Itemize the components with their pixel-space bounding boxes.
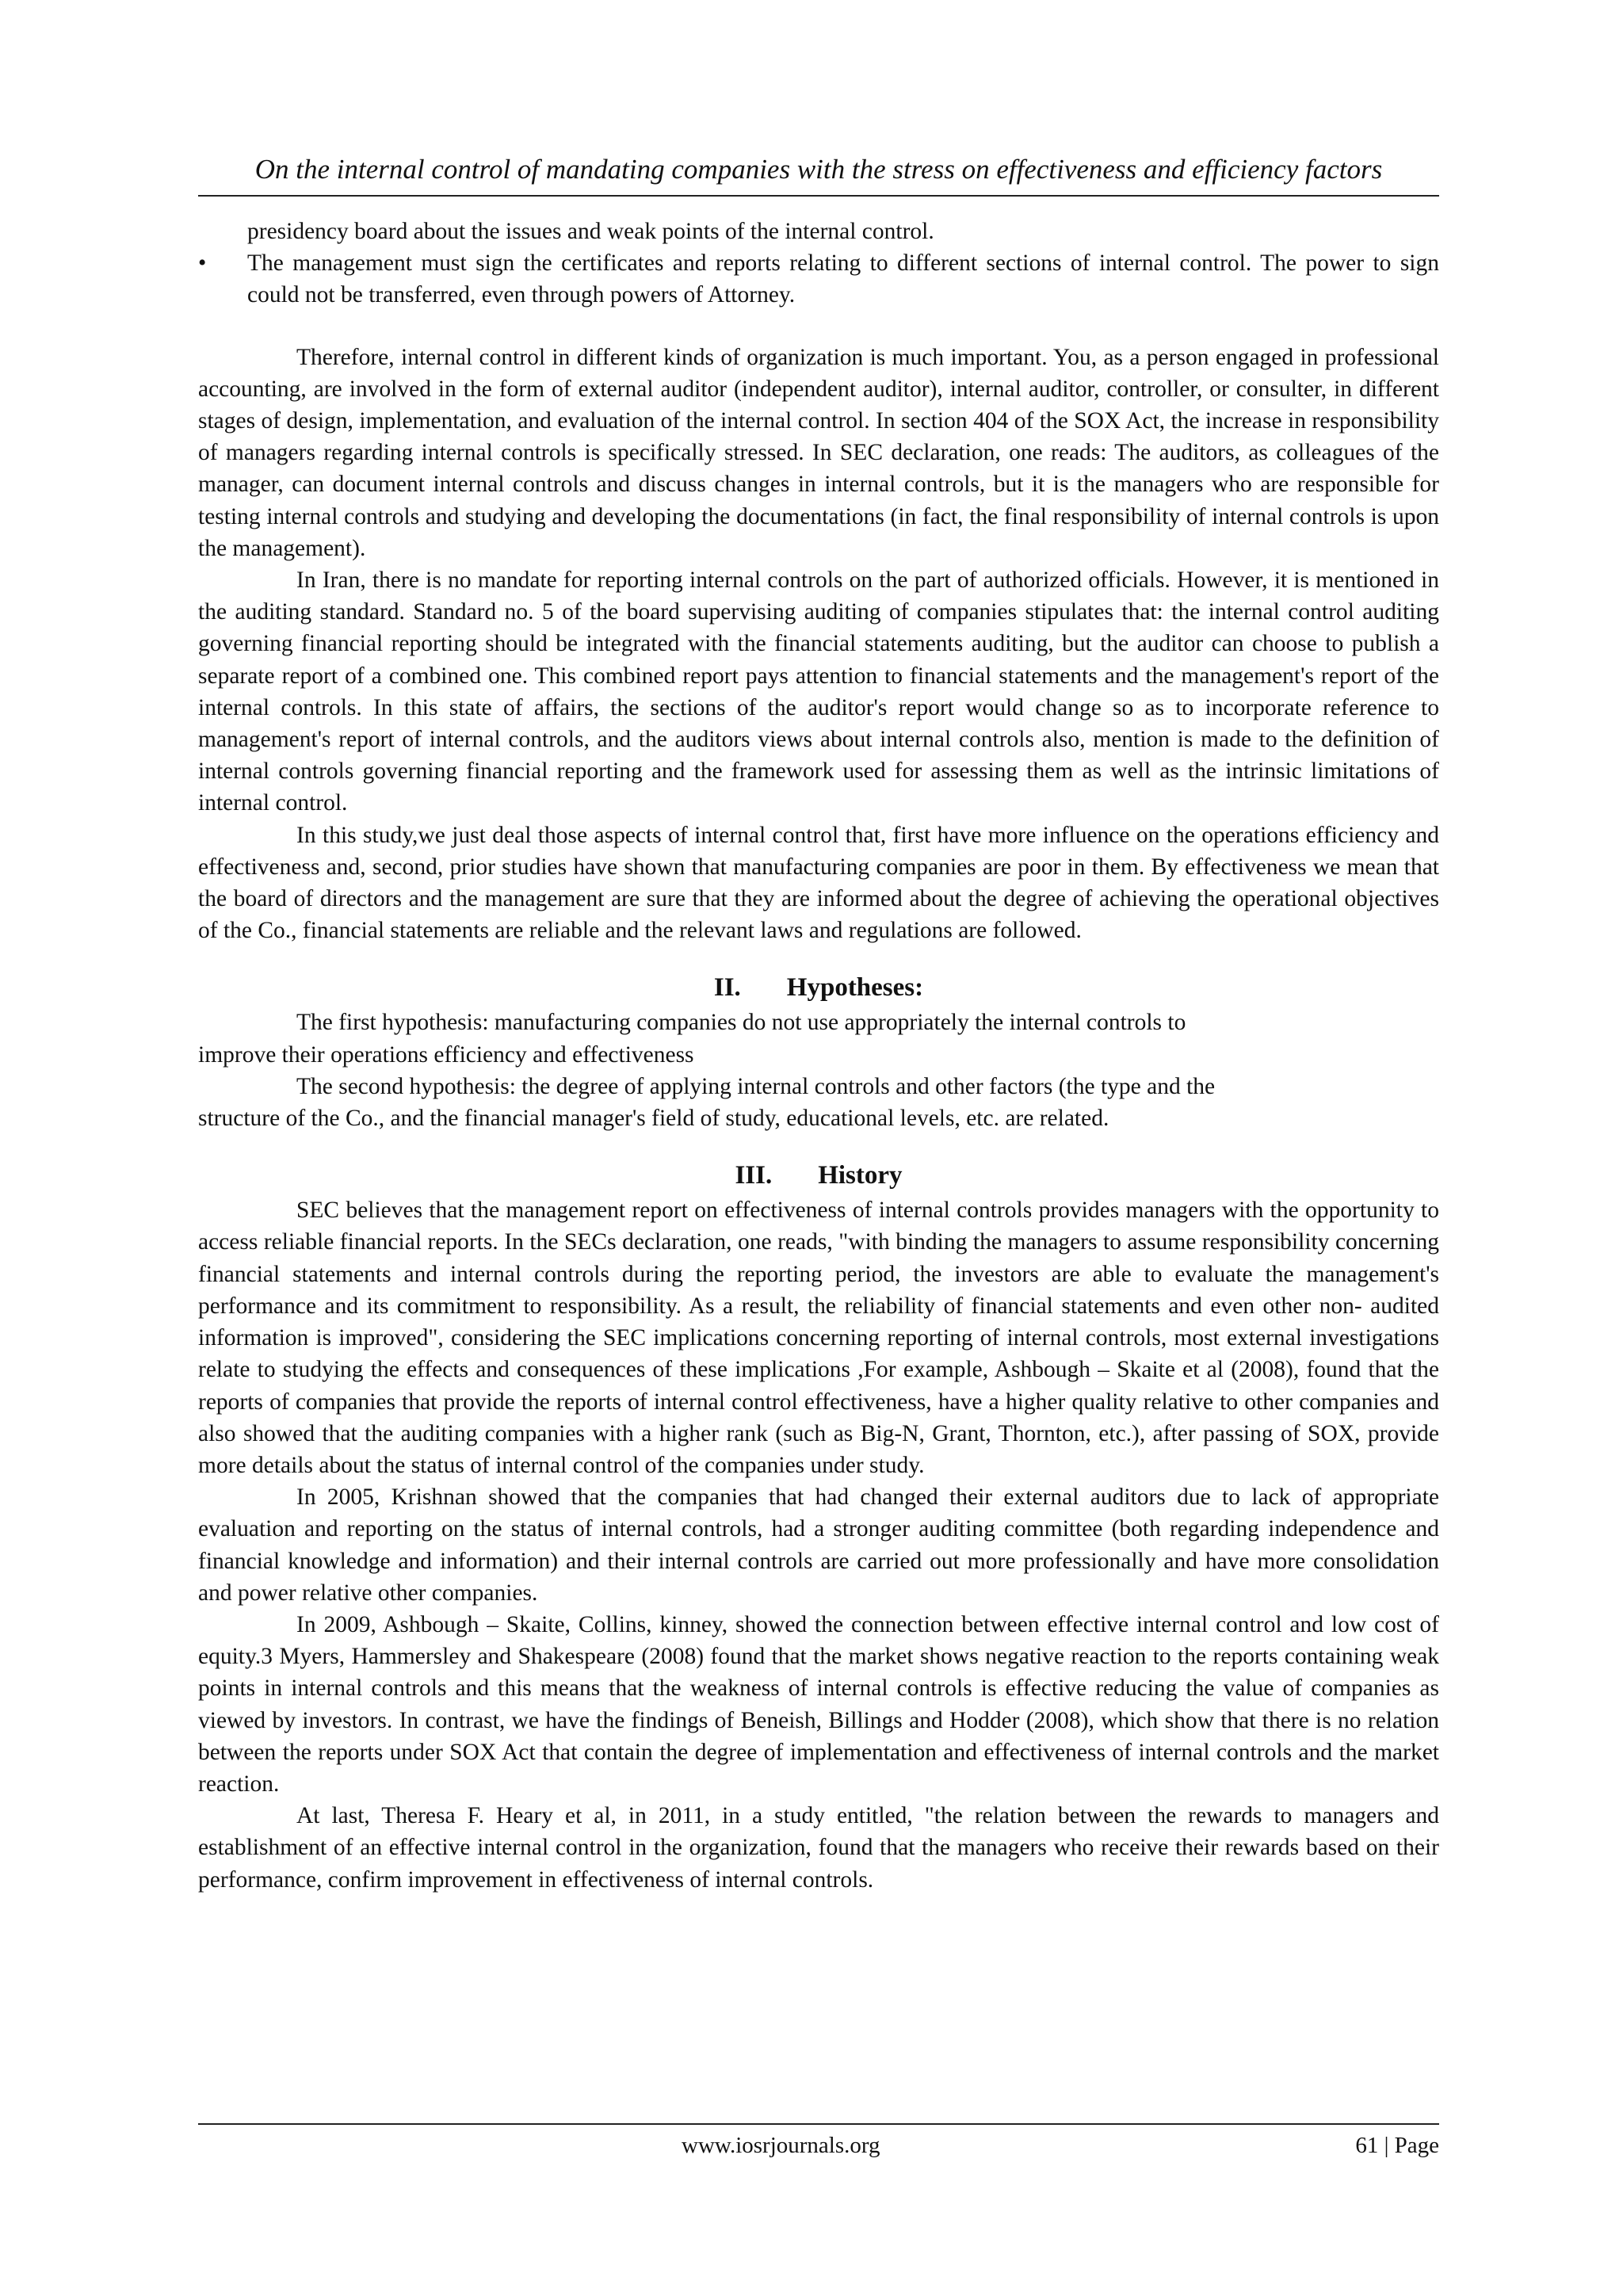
section-heading-history: [198, 1158, 1439, 1193]
paragraph: In this study,we just deal those aspects of internal control that, first have more influence on the operations efficiency and effectiveness and, second, prior studies have shown that manufacturing companies are poor in them. By effectiveness we mean that the board of directors and the management are sure that they are informed about the degree of achieving the operational objectives of the Co., financial statements are reliable and the relevant laws and regulations are followed.: [198, 822, 1439, 944]
section-heading-hypotheses: [198, 970, 1439, 1005]
bullet-continuation: presidency board about the issues and weak points of the internal control.: [247, 219, 934, 244]
paragraph: SEC believes that the management report on effectiveness of internal controls provides managers with the opportunity to access reliable financial reports. In the SECs declaration, one reads, "with binding the managers to assume responsibility concerning financial statements and internal controls during the reporting period, the investors are able to evaluate the management's performance and its commitment to responsibility. As a result, the reliability of financial statements and even other non- audited information is improved", considering the SEC implications concerning reporting of internal controls, most external investigations relate to studying the effects and consequences of these implications ,For example, Ashbough – Skaite et al (2008), found that the reports of companies that provide the reports of internal control effectiveness, have a higher quality relative to other companies and also showed that the auditing companies with a higher rank (such as Big-N, Grant, Thornton, etc.), after passing of SOX, provide more details about the status of internal control of the companies under study.: [198, 1198, 1439, 1478]
paragraph: In Iran, there is no mandate for reporting internal controls on the part of authorized officials. However, it is mentioned in the auditing standard. Standard no. 5 of the board supervising auditing of companies stipulates that: the internal control auditing governing financial reporting should be integrated with the financial statements auditing, but the auditor can choose to publish a separate report of a combined one. This combined report pays attention to financial statements and the management's report of the internal controls. In this state of affairs, the sections of the auditor's report would change so as to incorporate reference to management's report of internal controls, and the auditors views about internal controls also, mention is made to the definition of internal controls governing financial reporting and the framework used for assessing them as well as the intrinsic limitations of internal control.: [198, 567, 1439, 816]
running-header: On the internal control of mandating companies with the stress on effectiveness and efficiency factors: [254, 154, 1383, 185]
footer-rule: [198, 2123, 1439, 2125]
bullet-marker: •: [198, 250, 207, 277]
bullet-item: [198, 247, 1439, 311]
body-content: [198, 216, 1439, 1896]
section-number: III.: [735, 1161, 773, 1190]
footer-website-link[interactable]: www.iosrjournals.org: [682, 2133, 880, 2158]
paragraph: Therefore, internal control in different kinds of organization is much important. You, as a person engaged in professional accounting, are involved in the form of external auditor (independent auditor), internal auditor, controller, or consulter, in different stages of design, implementation, and evaluation of the internal control. In section 404 of the SOX Act, the increase in responsibility of managers regarding internal controls is specifically stressed. In SEC declaration, one reads: The auditors, as colleagues of the manager, can document internal controls and discuss changes in internal controls, but it is the managers who are responsible for testing internal controls and studying and developing the documentations (in fact, the final responsibility of internal controls is upon the management).: [198, 344, 1439, 561]
paragraph: In 2009, Ashbough – Skaite, Collins, kinney, showed the connection between effective internal control and low cost of equity.3 Myers, Hammersley and Shakespeare (2008) found that the market shows negative reaction to the reports containing weak points in internal controls and this means that the weakness of internal controls is effective reducing the value of companies as viewed by investors. In contrast, we have the findings of Beneish, Billings and Hodder (2008), which show that there is no relation between the reports under SOX Act that contain the degree of implementation and effectiveness of internal controls and the market reaction.: [198, 1611, 1439, 1797]
page-number: 61 | Page: [1355, 2133, 1439, 2158]
bullet-text: The management must sign the certificates and reports relating to different sections of internal control. The power to sign could not be transferred, even through powers of Attorney.: [247, 250, 1439, 308]
section-title: Hypotheses:: [786, 973, 924, 1003]
paragraph: At last, Theresa F. Heary et al, in 2011, in a study entitled, "the relation between the rewards to managers and establishment of an effective internal control in the organization, found that the managers who receive their rewards based on their performance, confirm improvement in effectiveness of internal controls.: [198, 1803, 1439, 1893]
hypothesis-2: The second hypothesis: the degree of applying internal controls and other factors (the type and the: [296, 1073, 1216, 1099]
hypotheses-block: [198, 1007, 1439, 1134]
header-rule: [198, 195, 1439, 197]
hypothesis-1: The first hypothesis: manufacturing companies do not use appropriately the internal controls to: [296, 1010, 1186, 1036]
hypothesis-1-cont: improve their operations efficiency and effectiveness: [198, 1041, 694, 1068]
paragraph: In 2005, Krishnan showed that the companies that had changed their external auditors due to lack of appropriate evaluation and reporting on the status of internal controls, had a stronger auditing committee (both regarding independence and financial knowledge and information) and their internal controls are carried out more professionally and have more consolidation and power relative other companies.: [198, 1484, 1439, 1606]
section-title: History: [818, 1161, 903, 1190]
section-number: II.: [713, 973, 741, 1003]
spacer: [198, 311, 1439, 342]
hypothesis-2-cont: structure of the Co., and the financial manager's field of study, educational levels, etc. are related.: [198, 1106, 1109, 1132]
